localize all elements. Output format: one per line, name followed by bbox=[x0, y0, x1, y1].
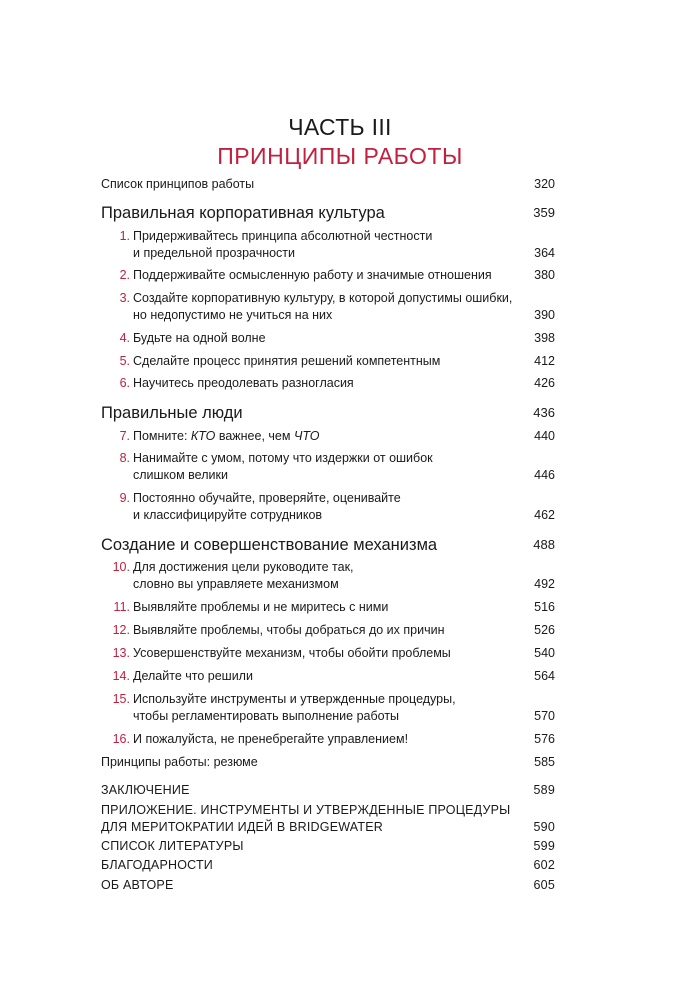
toc-page-number: 412 bbox=[534, 354, 555, 368]
item-number: 11. bbox=[113, 600, 130, 614]
item-text: чтобы регламентировать выполнение работы bbox=[133, 709, 400, 723]
item-text: Поддерживайте осмысленную работу и значимые отношения bbox=[133, 268, 492, 282]
item-text: и классифицируйте сотрудников bbox=[133, 508, 323, 522]
item-text: Выявляйте проблемы и не миритесь с ними bbox=[133, 600, 389, 614]
toc-page-number: 590 bbox=[533, 820, 555, 834]
item-text: словно вы управляете механизмом bbox=[133, 577, 339, 591]
item-text: Нанимайте с умом, потому что издержки от ошибок bbox=[133, 451, 433, 465]
item-number: 4. bbox=[119, 331, 130, 345]
toc-item-14[interactable] bbox=[101, 668, 555, 685]
toc-entry-label: Список принципов работы bbox=[101, 177, 255, 191]
item-text-part: Помните: bbox=[133, 429, 191, 443]
toc-item-5[interactable] bbox=[101, 353, 555, 370]
item-text: И пожалуйста, не пренебрегайте управлением! bbox=[133, 732, 409, 746]
toc-item-6[interactable] bbox=[101, 375, 555, 392]
item-text: Придерживайтесь принципа абсолютной честности bbox=[133, 229, 433, 243]
item-number: 6. bbox=[119, 376, 130, 390]
toc-page-number: 589 bbox=[533, 783, 555, 797]
toc-item-1[interactable] bbox=[101, 228, 555, 262]
toc-page-number: 564 bbox=[534, 669, 555, 683]
toc-page-number: 398 bbox=[534, 331, 555, 345]
item-text: Научитесь преодолевать разногласия bbox=[133, 376, 354, 390]
toc-item-3[interactable] bbox=[101, 290, 555, 324]
toc-entry-label: ДЛЯ МЕРИТОКРАТИИ ИДЕЙ В BRIDGEWATER bbox=[101, 820, 383, 834]
toc-entry-label: Принципы работы: резюме bbox=[101, 755, 258, 769]
toc-page-number: 440 bbox=[534, 429, 555, 443]
toc-entry-label: ЗАКЛЮЧЕНИЕ bbox=[101, 783, 190, 797]
toc-section-culture[interactable] bbox=[101, 203, 555, 223]
item-text: Будьте на одной волне bbox=[133, 331, 266, 345]
toc-entry-label: ОБ АВТОРЕ bbox=[101, 878, 174, 892]
toc-item-10[interactable] bbox=[101, 559, 555, 593]
toc-entry-about-author[interactable] bbox=[101, 877, 555, 894]
toc-item-13[interactable] bbox=[101, 645, 555, 662]
item-number: 14. bbox=[112, 669, 130, 683]
toc-item-2[interactable] bbox=[101, 267, 555, 284]
toc-page-number: 540 bbox=[534, 646, 555, 660]
toc-entry-label: ПРИЛОЖЕНИЕ. ИНСТРУМЕНТЫ И УТВЕРЖДЕННЫЕ ПРОЦЕДУРЫ bbox=[101, 803, 511, 817]
toc-page-number: 390 bbox=[534, 308, 555, 322]
toc-item-4[interactable] bbox=[101, 330, 555, 347]
toc-entry-conclusion[interactable] bbox=[101, 782, 555, 799]
toc-item-8[interactable] bbox=[101, 450, 555, 484]
toc-page-number: 516 bbox=[534, 600, 555, 614]
toc-entry-label: БЛАГОДАРНОСТИ bbox=[101, 858, 213, 872]
toc-item-12[interactable] bbox=[101, 622, 555, 639]
toc-page-number: 599 bbox=[533, 839, 555, 853]
section-title: Правильная корпоративная культура bbox=[101, 204, 385, 222]
toc-entry-principles-list[interactable] bbox=[101, 176, 555, 193]
item-text: Создайте корпоративную культуру, в которой допустимы ошибки, bbox=[133, 291, 513, 305]
item-number: 1. bbox=[119, 229, 130, 243]
toc-entry-label: СПИСОК ЛИТЕРАТУРЫ bbox=[101, 839, 244, 853]
item-number: 7. bbox=[119, 429, 130, 443]
toc-entry-acknowledgements[interactable] bbox=[101, 857, 555, 874]
item-text: Постоянно обучайте, проверяйте, оценивайте bbox=[133, 491, 401, 505]
item-text: Используйте инструменты и утвержденные процедуры, bbox=[133, 692, 456, 706]
item-text: Сделайте процесс принятия решений компетентным bbox=[133, 354, 441, 368]
toc-page-number: 380 bbox=[534, 268, 555, 282]
toc-page-number: 576 bbox=[534, 732, 555, 746]
item-text: но недопустимо не учиться на них bbox=[133, 308, 333, 322]
section-title: Создание и совершенствование механизма bbox=[101, 536, 438, 554]
item-text: Для достижения цели руководите так, bbox=[133, 560, 354, 574]
toc-page-number: 602 bbox=[533, 858, 555, 872]
item-text: Делайте что решили bbox=[133, 669, 253, 683]
toc-page-number: 605 bbox=[533, 878, 555, 892]
toc-page-number: 492 bbox=[534, 577, 555, 591]
toc-page-number: 488 bbox=[533, 537, 555, 552]
toc-page-number: 426 bbox=[534, 376, 555, 390]
toc-entry-summary[interactable] bbox=[101, 754, 555, 771]
toc-entry-appendix[interactable] bbox=[101, 802, 555, 836]
toc-page-number: 446 bbox=[534, 468, 555, 482]
item-number: 8. bbox=[119, 451, 130, 465]
item-text bbox=[133, 428, 319, 445]
item-number: 10. bbox=[112, 560, 130, 574]
item-text-emphasis: КТО bbox=[190, 429, 216, 443]
part-title: ПРИНЦИПЫ РАБОТЫ bbox=[217, 143, 463, 169]
toc-item-9[interactable] bbox=[101, 490, 555, 524]
item-number: 13. bbox=[112, 646, 130, 660]
item-text: Усовершенствуйте механизм, чтобы обойти проблемы bbox=[133, 646, 451, 660]
toc-item-15[interactable] bbox=[101, 691, 555, 725]
item-text-part: важнее, чем bbox=[215, 429, 294, 443]
toc-page-number: 462 bbox=[534, 508, 555, 522]
item-text: Выявляйте проблемы, чтобы добраться до их причин bbox=[133, 623, 445, 637]
toc-section-machine[interactable] bbox=[101, 535, 555, 555]
toc-page-number: 570 bbox=[534, 709, 555, 723]
item-text-emphasis: ЧТО bbox=[293, 429, 320, 443]
toc-page-number: 436 bbox=[533, 405, 555, 420]
toc-item-16[interactable] bbox=[101, 731, 555, 748]
item-number: 2. bbox=[119, 268, 130, 282]
toc-item-11[interactable] bbox=[101, 599, 555, 616]
section-title: Правильные люди bbox=[101, 404, 243, 422]
toc-item-7[interactable] bbox=[101, 428, 555, 445]
toc-page-number: 585 bbox=[534, 755, 555, 769]
item-number: 12. bbox=[112, 623, 130, 637]
item-number: 15. bbox=[112, 692, 130, 706]
toc-page-number: 359 bbox=[533, 205, 555, 220]
toc-entry-bibliography[interactable] bbox=[101, 838, 555, 855]
part-heading: ЧАСТЬ III bbox=[288, 114, 392, 140]
item-number: 16. bbox=[112, 732, 130, 746]
item-number: 5. bbox=[119, 354, 130, 368]
toc-page-number: 526 bbox=[534, 623, 555, 637]
item-text: и предельной прозрачности bbox=[133, 246, 296, 260]
item-text: слишком велики bbox=[133, 468, 228, 482]
toc-page-number: 364 bbox=[534, 246, 555, 260]
toc-section-people[interactable] bbox=[101, 403, 555, 423]
item-number: 9. bbox=[119, 491, 130, 505]
item-number: 3. bbox=[119, 291, 130, 305]
toc-page-number: 320 bbox=[534, 177, 555, 191]
